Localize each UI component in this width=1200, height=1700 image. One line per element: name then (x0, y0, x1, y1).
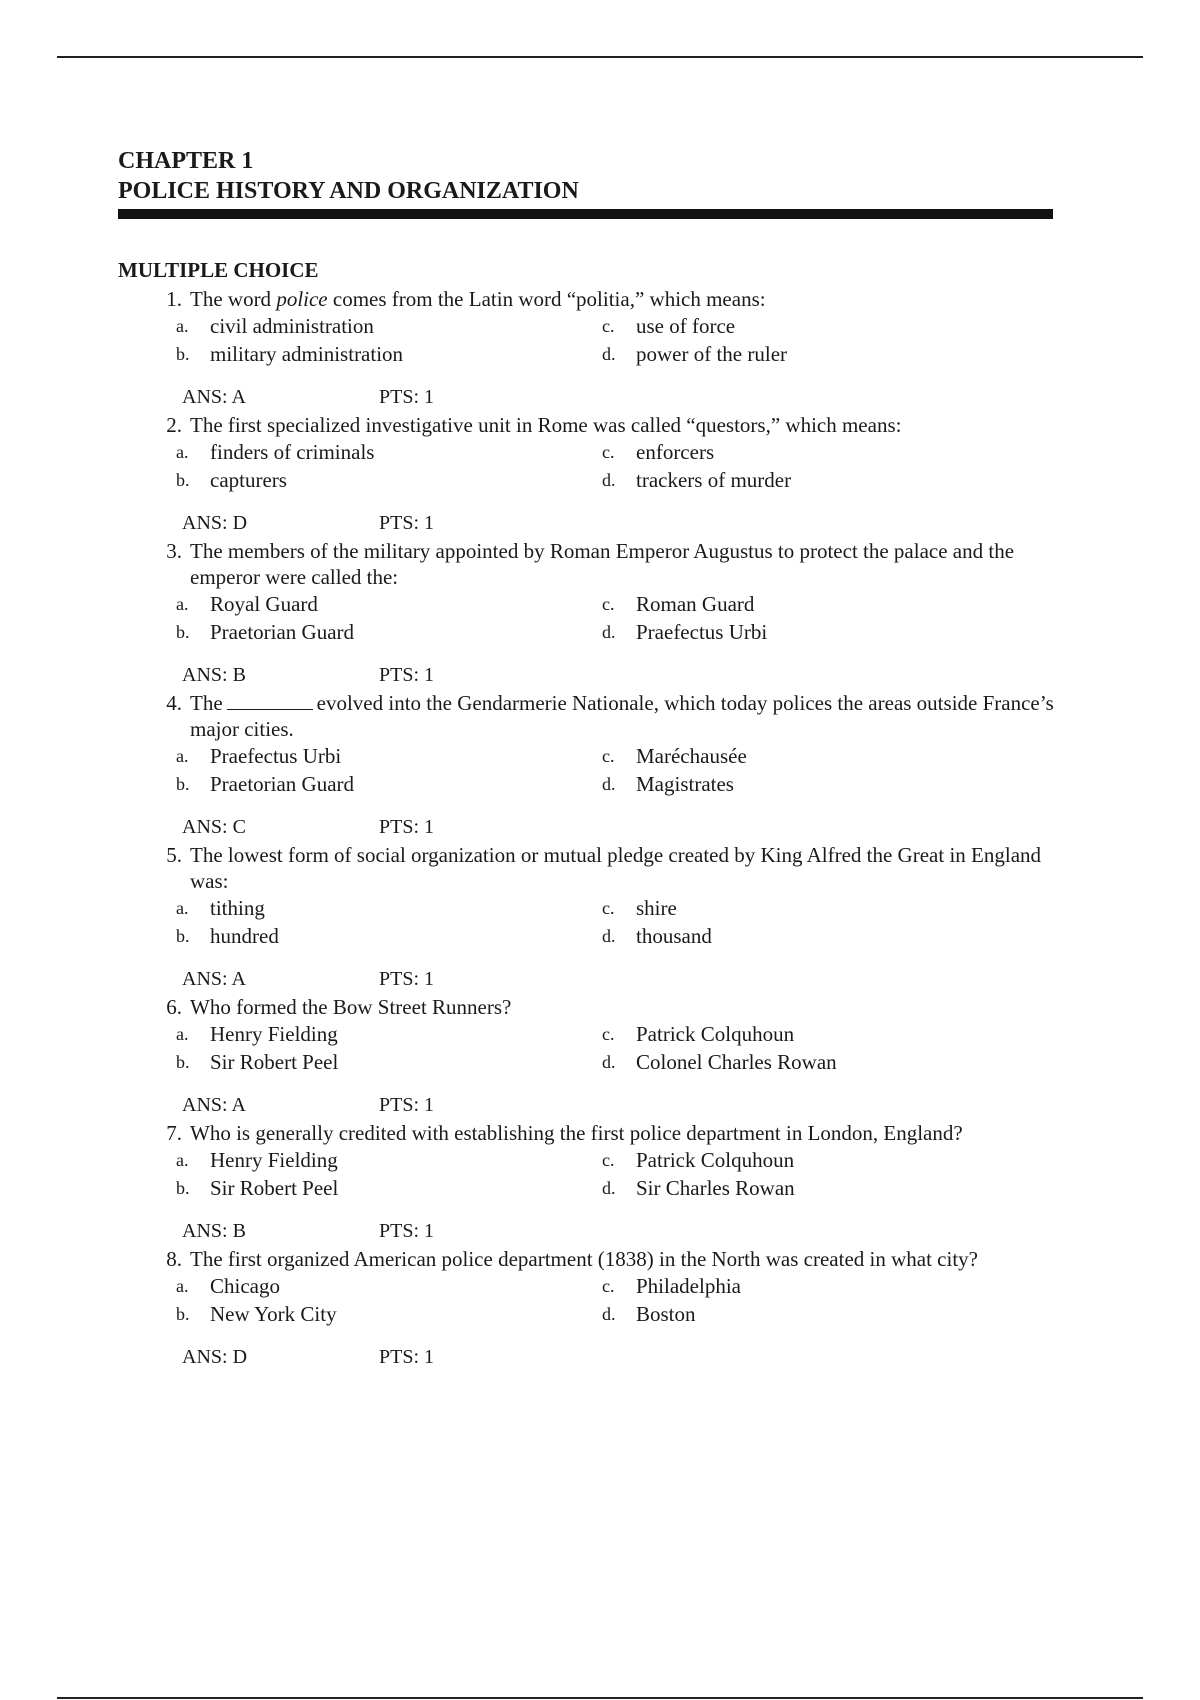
chapter-title: CHAPTER 1 (118, 148, 254, 174)
points-value: PTS: 1 (379, 1220, 435, 1242)
option-c: c. enforcers (602, 440, 715, 464)
option-b: b. Praetorian Guard (176, 772, 355, 796)
question-item (118, 1120, 1068, 1244)
points-value: PTS: 1 (379, 816, 435, 838)
question-item (118, 1246, 1068, 1370)
question-number: 2. (166, 413, 182, 437)
option-a: a. Praefectus Urbi (176, 744, 342, 768)
answer-options (176, 438, 1068, 494)
answer-line (182, 1218, 1068, 1244)
option-b: b. capturers (176, 468, 287, 492)
top-rule (57, 56, 1143, 58)
option-d: d. trackers of murder (602, 468, 792, 492)
points-value: PTS: 1 (379, 386, 435, 408)
points-value: PTS: 1 (379, 664, 435, 686)
option-a: a. finders of criminals (176, 440, 375, 464)
question-number: 3. (166, 539, 182, 563)
answer-line (182, 662, 1068, 688)
answer-options (176, 1272, 1068, 1328)
answer-key: ANS: D (182, 1346, 248, 1368)
question-stem: The members of the military appointed by Roman Emperor Augustus to protect the palace and the emperor were called the: (190, 539, 1015, 589)
answer-key: ANS: B (182, 664, 246, 686)
question-stem: The first organized American police department (1838) in the North was created in what city? (190, 1247, 978, 1271)
question-list (118, 286, 1068, 1372)
option-c: c. Roman Guard (602, 592, 755, 616)
answer-options (176, 742, 1068, 798)
answer-line (182, 1092, 1068, 1118)
chapter-subtitle: POLICE HISTORY AND ORGANIZATION (118, 178, 579, 204)
points-value: PTS: 1 (379, 968, 435, 990)
question-item (118, 286, 1068, 410)
points-value: PTS: 1 (379, 512, 435, 534)
option-c: c. shire (602, 896, 677, 920)
option-b: b. hundred (176, 924, 279, 948)
option-c: c. Maréchausée (602, 744, 747, 768)
answer-key: ANS: A (182, 386, 246, 408)
question-number: 6. (166, 995, 182, 1019)
chapter-header (118, 146, 1053, 219)
answer-line (182, 1344, 1068, 1370)
question-item (118, 538, 1068, 688)
question-number: 8. (166, 1247, 182, 1271)
option-a: a. civil administration (176, 314, 374, 338)
option-c: c. Philadelphia (602, 1274, 741, 1298)
question-number: 7. (166, 1121, 182, 1145)
answer-line (182, 966, 1068, 992)
answer-options (176, 1020, 1068, 1076)
option-b: b. military administration (176, 342, 404, 366)
option-a: a. tithing (176, 896, 265, 920)
question-stem: The lowest form of social organization or mutual pledge created by King Alfred the Great in England was: (190, 843, 1042, 893)
option-d: d. Colonel Charles Rowan (602, 1050, 837, 1074)
answer-key: ANS: A (182, 1094, 246, 1116)
option-c: c. use of force (602, 314, 736, 338)
option-d: d. Magistrates (602, 772, 734, 796)
fill-in-blank (227, 691, 313, 710)
option-d: d. Praefectus Urbi (602, 620, 768, 644)
option-c: c. Patrick Colquhoun (602, 1022, 795, 1046)
option-b: b. Sir Robert Peel (176, 1176, 339, 1200)
option-b: b. New York City (176, 1302, 337, 1326)
question-item (118, 842, 1068, 992)
points-value: PTS: 1 (379, 1094, 435, 1116)
points-value: PTS: 1 (379, 1346, 435, 1368)
option-d: d. power of the ruler (602, 342, 788, 366)
question-item (118, 994, 1068, 1118)
answer-options (176, 1146, 1068, 1202)
section-heading: MULTIPLE CHOICE (118, 258, 319, 282)
bottom-rule (57, 1697, 1143, 1699)
question-stem: The evolved into the Gendarmerie Nationale, which today polices the areas outside France’s major cities. (190, 691, 1054, 741)
answer-key: ANS: A (182, 968, 246, 990)
question-number: 4. (166, 691, 182, 715)
question-item (118, 412, 1068, 536)
option-d: d. thousand (602, 924, 712, 948)
option-a: a. Royal Guard (176, 592, 318, 616)
answer-line (182, 510, 1068, 536)
option-d: d. Sir Charles Rowan (602, 1176, 795, 1200)
question-stem: The first specialized investigative unit in Rome was called “questors,” which means: (190, 413, 902, 437)
question-item (118, 690, 1068, 840)
option-b: b. Sir Robert Peel (176, 1050, 339, 1074)
option-c: c. Patrick Colquhoun (602, 1148, 795, 1172)
emphasized-word: police (276, 287, 328, 311)
option-a: a. Chicago (176, 1274, 280, 1298)
question-stem: Who formed the Bow Street Runners? (190, 995, 512, 1019)
answer-key: ANS: D (182, 512, 248, 534)
answer-options (176, 590, 1068, 646)
question-stem: The word police comes from the Latin word “politia,” which means: (190, 287, 766, 311)
answer-options (176, 894, 1068, 950)
option-d: d. Boston (602, 1302, 696, 1326)
answer-options (176, 312, 1068, 368)
question-number: 5. (166, 843, 182, 867)
option-b: b. Praetorian Guard (176, 620, 355, 644)
answer-key: ANS: C (182, 816, 246, 838)
question-number: 1. (166, 287, 182, 311)
answer-line (182, 384, 1068, 410)
title-divider-bar (118, 209, 1053, 219)
option-a: a. Henry Fielding (176, 1022, 338, 1046)
option-a: a. Henry Fielding (176, 1148, 338, 1172)
question-stem: Who is generally credited with establishing the first police department in London, England? (190, 1121, 963, 1145)
answer-key: ANS: B (182, 1220, 246, 1242)
answer-line (182, 814, 1068, 840)
